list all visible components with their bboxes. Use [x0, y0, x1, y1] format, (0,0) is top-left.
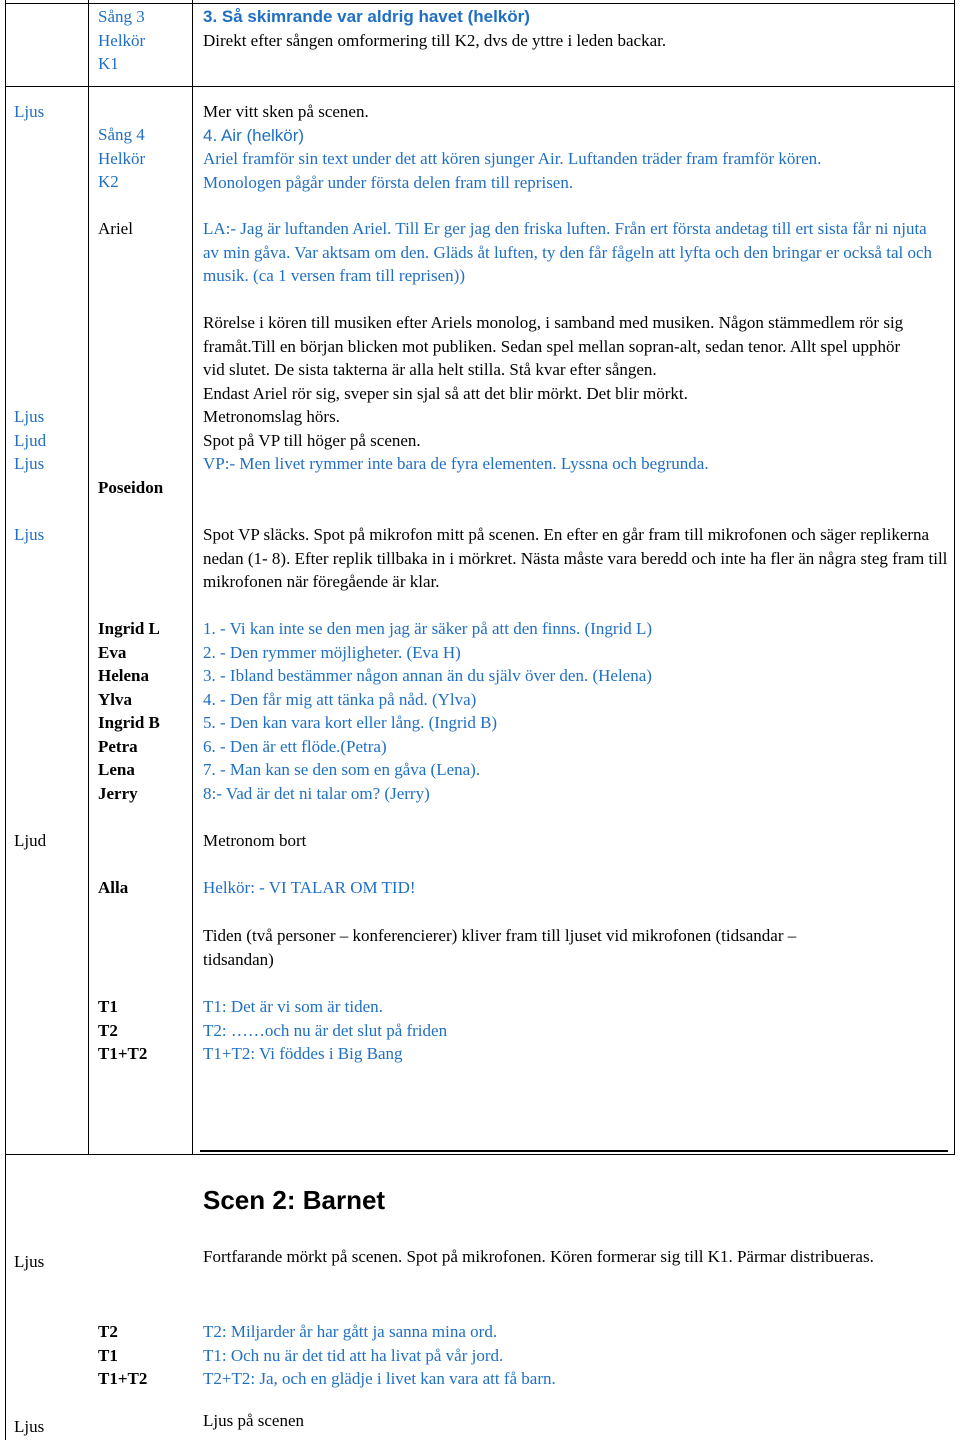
replik-line: 8:- Vad är det ni talar om? (Jerry): [203, 783, 430, 803]
speaker-list: [98, 617, 190, 805]
table-bottom-border: [5, 1154, 955, 1155]
song3-label: [98, 5, 190, 76]
vp-line: VP:- Men livet rymmer inte bara de fyra elementen. Lyssna och begrunda.: [203, 454, 709, 473]
speaker-name: Eva: [98, 642, 127, 662]
lights-on-text: Ljus på scenen: [203, 1411, 305, 1430]
speaker-name: T1: [98, 997, 118, 1016]
all-role: Alla: [98, 878, 129, 897]
poseidon-role: Poseidon: [98, 478, 164, 497]
choir-line: Helkör: - VI TALAR OM TID!: [203, 878, 416, 897]
speaker-name: Ylva: [98, 689, 132, 709]
song3-line: Sång 3: [98, 7, 145, 26]
ariel-role: Ariel: [98, 219, 133, 238]
replik-line: 7. - Man kan se den som en gåva (Lena).: [203, 760, 481, 779]
song4-cell: [203, 100, 949, 194]
speaker-name: Ingrid B: [98, 713, 160, 732]
replik-line: T1: Och nu är det tid att ha livat på vår jord.: [203, 1345, 504, 1365]
song4-title: 4. Air (helkör): [203, 125, 305, 145]
table-right-border: [954, 0, 955, 1155]
speaker-name: Helena: [98, 666, 149, 685]
time-intro: Tiden (två personer – konferencierer) kliver fram till ljuset vid mikrofonen (tidsandar – tidsandan): [203, 926, 797, 969]
speaker-name: T1+T2: [98, 1369, 148, 1388]
speaker-name: T1+T2: [98, 1044, 148, 1063]
replik-line: 3. - Ibland bestämmer någon annan än du själv över den. (Helena): [203, 666, 652, 685]
stage-direction: Metronomslag hörs.: [203, 407, 340, 426]
speaker-name: T1: [98, 1345, 118, 1365]
replik-line: 1. - Vi kan inte se den men jag är säker på att den finns. (Ingrid L): [203, 619, 653, 638]
cue-item: Ljus: [14, 407, 45, 426]
time-speakers: [98, 995, 190, 1066]
scene2-speakers: [98, 1320, 190, 1391]
light-cue: Ljus: [14, 102, 45, 121]
replik-list: [203, 617, 949, 805]
replik-line: 5. - Den kan vara kort eller lång. (Ingrid B): [203, 713, 498, 732]
table-col2-divider: [192, 0, 193, 1155]
time-lines: [203, 995, 949, 1066]
table-top-border: [5, 3, 955, 4]
cue-group: [14, 405, 76, 476]
stage-direction: Endast Ariel rör sig, sveper sin sjal så att det blir mörkt. Det blir mörkt.: [203, 383, 688, 403]
speaker-name: T2: [98, 1322, 118, 1341]
stage-direction: Mer vitt sken på scenen.: [203, 102, 369, 121]
spot-text: Spot VP släcks. Spot på mikrofon mitt på scenen. En efter en går fram till mikrofonen och säger replikerna nedan (1- 8). Efter replik tillbaka in i mörkret. Nästa måste vara beredd och inte ha fler än några steg fram till mikrofonen när föregående är klar.: [203, 525, 948, 591]
replik-line: T1+T2: Vi föddes i Big Bang: [203, 1044, 403, 1063]
ariel-line: LA:- Jag är luftanden Ariel. Till Er ger jag den friska luften. Från ert första andetag till ert sista får ni njuta av min gåva. Var aktsam om den. Gläds åt luften, ty den får fågeln att lyfta och den bringar er också tal och musik. (ca 1 versen fram till reprisen)): [203, 219, 933, 285]
replik-line: 2. - Den rymmer möjligheter. (Eva H): [203, 642, 461, 662]
metronome-text: Metronom bort: [203, 831, 307, 850]
light-cue: Ljus: [14, 1417, 45, 1436]
speaker-name: Petra: [98, 736, 138, 756]
stage-direction: Spot på VP till höger på scenen.: [203, 430, 421, 450]
song4-line: K2: [98, 172, 119, 191]
song4-label: [98, 123, 190, 194]
song4-line: Helkör: [98, 148, 146, 168]
replik-line: T2: ……och nu är det slut på friden: [203, 1020, 448, 1040]
song4-text: Ariel framför sin text under det att kören sjunger Air. Luftanden träder fram framför kören. Monologen pågår under första delen fram till reprisen.: [203, 149, 822, 192]
scene2-lines: [203, 1320, 949, 1391]
song3-line: K1: [98, 54, 119, 73]
song3-line: Helkör: [98, 30, 146, 50]
scene2-direction: Fortfarande mörkt på scenen. Spot på mikrofonen. Kören formerar sig till K1. Pärmar distribueras.: [203, 1247, 874, 1266]
scene-heading: Scen 2: Barnet: [203, 1185, 386, 1215]
table-left-border: [5, 0, 6, 1440]
speaker-name: Ingrid L: [98, 619, 160, 638]
heading-rule: [200, 1150, 948, 1152]
light-cue: Ljus: [14, 1252, 45, 1271]
replik-line: T2: Miljarder år har gått ja sanna mina ord.: [203, 1322, 498, 1341]
table-row-divider: [5, 86, 955, 87]
movement-text: Rörelse i kören till musiken efter Ariels monolog, i samband med musiken. Någon stämmedlem rör sig framåt.Till en början blicken mot publiken. Sedan spel mellan sopran-alt, sedan tenor. Allt spel upphör vid slutet. De sista takterna är alla helt stilla. Stå kvar efter sången.: [203, 313, 904, 379]
song3-cell: [203, 5, 949, 52]
song3-text: Direkt efter sången omformering till K2, dvs de yttre i leden backar.: [203, 30, 667, 50]
movement-cell: [203, 311, 949, 476]
song4-line: Sång 4: [98, 125, 145, 144]
replik-line: 6. - Den är ett flöde.(Petra): [203, 736, 387, 756]
replik-line: 4. - Den får mig att tänka på nåd. (Ylva): [203, 689, 477, 709]
light-cue: Ljus: [14, 525, 45, 544]
song3-title: 3. Så skimrande var aldrig havet (helkör): [203, 7, 530, 26]
table-col1-divider: [88, 0, 89, 1155]
cue-item: Ljud: [14, 430, 47, 450]
replik-line: T2+T2: Ja, och en glädje i livet kan vara att få barn.: [203, 1369, 556, 1388]
cue-item: Ljus: [14, 454, 45, 473]
speaker-name: T2: [98, 1020, 118, 1040]
speaker-name: Jerry: [98, 783, 138, 803]
sound-cue: Ljud: [14, 831, 47, 850]
replik-line: T1: Det är vi som är tiden.: [203, 997, 383, 1016]
speaker-name: Lena: [98, 760, 135, 779]
